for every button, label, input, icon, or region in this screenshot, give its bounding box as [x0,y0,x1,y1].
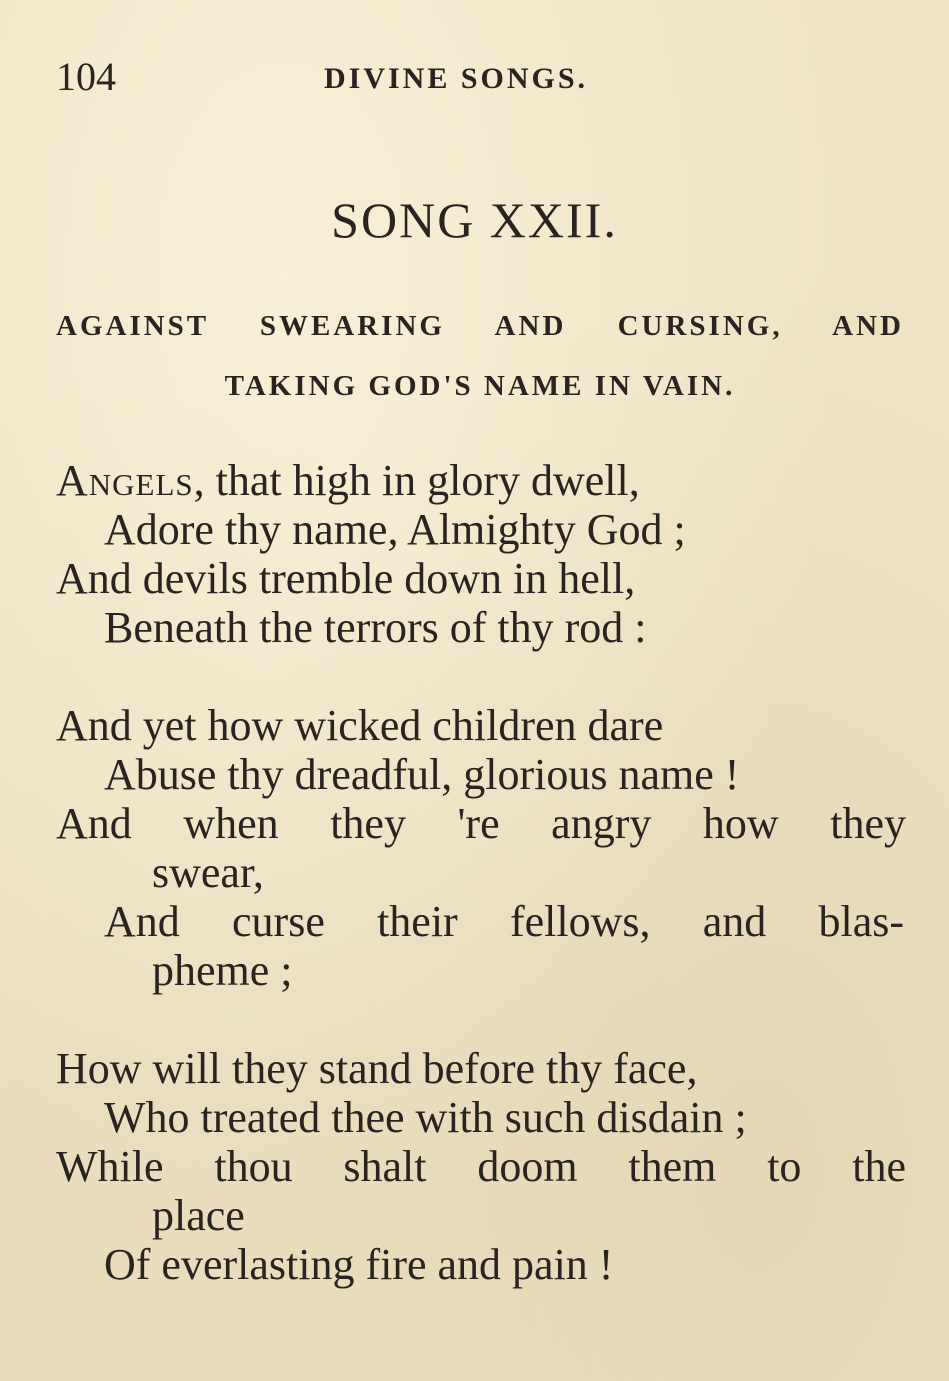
verse-line-rest: , that high in glory dwell, [193,456,640,505]
verse-line: And curse their fellows, and blas- [104,897,904,946]
verse-line: swear, [152,848,264,897]
verse-line: pheme ; [152,946,293,995]
verse-line: Beneath the terrors of thy rod : [104,603,647,652]
verse-line: And yet how wicked children dare [56,701,664,750]
verse-line: Who treated thee with such disdain ; [104,1093,747,1142]
song-subtitle-line-1: AGAINST SWEARING AND CURSING, AND [56,310,904,342]
verse-line [56,456,640,506]
verse-line: And devils tremble down in hell, [56,554,636,603]
verse-line: Adore thy name, Almighty God ; [104,505,686,554]
verse-line: Of everlasting fire and pain ! [104,1240,614,1289]
verse-initial-word: Angels [56,456,194,505]
page-number: 104 [56,54,116,99]
verse-line: place [152,1191,245,1240]
verse-line: How will they stand before thy face, [56,1044,698,1093]
verse-line: Abuse thy dreadful, glorious name ! [104,750,740,799]
song-title: SONG XXII. [331,192,618,248]
song-subtitle-line-2: TAKING GOD'S NAME IN VAIN. [224,370,736,402]
running-title: DIVINE SONGS. [324,62,589,95]
running-head [56,52,916,102]
verse-line: And when they 're angry how they [56,799,906,848]
verse-line: While thou shalt doom them to the [56,1142,906,1191]
